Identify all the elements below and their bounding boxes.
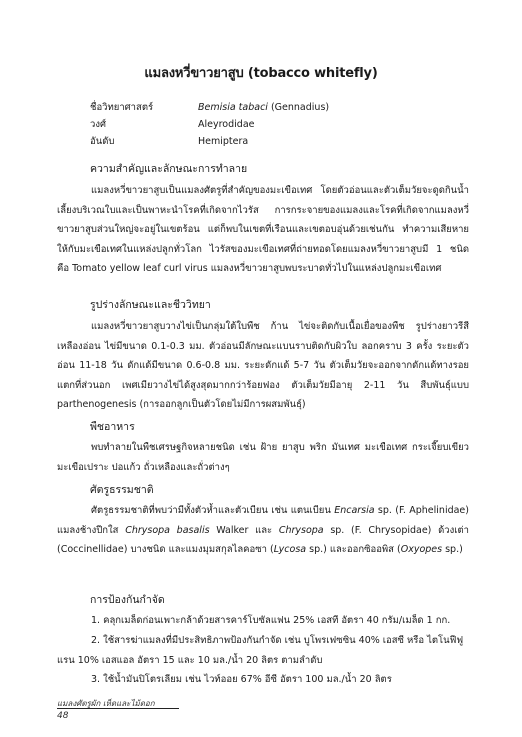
info-row-scientific-name	[90, 99, 329, 116]
enemies-part: sp. (F. Aphelinidae) แมลงช้างปีกใส	[57, 505, 469, 536]
control-item: 2. ใช้สารฆ่าแมลงที่มีประสิทธิภาพป้องกันกำจัด เช่น บูโพรเฟซซิน 40% เอสซี หรือ ไตโนฟีฟูแรน 10% เอสแอล อัตรา 15 และ 10 มล./น้ำ 20 ลิตร ตามลำดับ	[57, 634, 464, 666]
section-text-biology	[57, 317, 469, 415]
section-text-host	[57, 438, 469, 477]
enemies-part-italic: Encarsia	[334, 505, 375, 516]
control-item: 3. ใช้น้ำมันปิโตรเลียม เช่น ไวท์ออย 67% อีซี อัตรา 100 มล./น้ำ 20 ลิตร	[91, 674, 392, 686]
enemies-part: sp.) และออกซิออพิส (	[306, 544, 401, 556]
info-label: อันดับ	[90, 136, 115, 147]
enemies-part-italic: Chrysopa	[278, 524, 324, 536]
paragraph-text: พบทำลายในพืชเศรษฐกิจหลายชนิด เช่น ฝ้าย ยาสูบ พริก มันเทศ มะเขือเทศ กระเจี๊ยบเขียว มะเขือเปราะ ปอแก้ว ถั่วเหลืองและถั่วต่างๆ	[57, 442, 469, 473]
page-number: 48	[57, 711, 69, 721]
enemies-part-italic: Oxyopes	[400, 544, 443, 556]
section-heading-host: พืชอาหาร	[90, 421, 135, 433]
footer-divider	[57, 708, 179, 709]
taxonomy-info	[90, 99, 329, 150]
info-row-order	[90, 133, 329, 150]
paragraph-text: แมลงหวี่ขาวยาสูบวางไข่เป็นกลุ่มใต้ใบพืช ก้าน ไข่จะติดกับเนื้อเยื่อของพืช รูปร่างยาวรีสีเหลืองอ่อน ไข่มีขนาด 0.1-0.3 มม. ตัวอ่อนมีลักษณะแบนราบติดกับผิวใบ ลอกคราบ 3 ครั้ง ระยะตัวอ่อน 11-18 วัน ดักแด้มีขนาด 0.6-0.8 มม. ระยะดักแด้ 5-7 วัน ตัวเต็มวัยจะออกจากดักแด้ทางรอยแตกที่ส่วนอก เพศเมียวางไข่ได้สูงสุดมากกว่าร้อยฟอง ตัวเต็มวัยมีอายุ 2-11 วัน สืบพันธุ์แบบ parthenogenesis (การออกลูกเป็นตัวโดยไม่มีการผสมพันธุ์)	[57, 321, 469, 411]
scientific-name: Bemisia tabaci	[198, 102, 268, 113]
control-item: 1. คลุกเมล็ดก่อนเพาะกล้าด้วยสารคาร์โบซัลแฟน 25% เอสที อัตรา 40 กรัม/เมล็ด 1 กก.	[91, 615, 451, 626]
section-heading-importance: ความสำคัญและลักษณะการทำลาย	[90, 163, 248, 175]
author-name: (Gennadius)	[267, 102, 330, 113]
section-heading-enemies: ศัตรูธรรมชาติ	[90, 484, 154, 496]
info-value	[198, 99, 329, 116]
running-title: แมลงศัตรูผัก เห็ดและไม้ดอก	[57, 699, 155, 708]
section-heading-biology: รูปร่างลักษณะและชีววิทยา	[90, 299, 211, 311]
enemies-part-italic: Chrysopa basalis	[125, 524, 210, 536]
page-title: แมลงหวี่ขาวยาสูบ (tobacco whitefly)	[144, 66, 378, 81]
section-text-importance	[57, 181, 469, 279]
enemies-part: sp.)	[442, 544, 463, 556]
section-text-enemies	[57, 501, 469, 560]
paragraph-text: แมลงหวี่ขาวยาสูบเป็นแมลงศัตรูที่สำคัญของมะเขือเทศ โดยตัวอ่อนและตัวเต็มวัยจะดูดกินน้ำเลี้ยงบริเวณใบและเป็นพาหะนำโรคที่เกิดจากไวรัส การกระจายของแมลงและโรคที่เกิดจากแมลงหวี่ขาวยาสูบส่วนใหญ่จะอยู่ในเขตร้อน แต่ก็พบในเขตที่เรือนและเขตอบอุ่นด้วยเช่นกัน ทำความเสียหายให้กับมะเขือเทศในแหล่งปลูกทั่วโลก ไวรัสของมะเขือเทศที่ถ่ายทอดโดยแมลงหวี่ขาวยาสูบมี 1 ชนิด คือ Tomato yellow leaf curl virus แมลงหวี่ขาวยาสูบพบระบาดทั่วไปในแหล่งปลูกมะเขือเทศ	[57, 185, 469, 275]
info-row-family	[90, 116, 329, 133]
enemies-part: Walker และ	[209, 524, 279, 536]
enemies-part-italic: Lycosa	[273, 544, 307, 556]
info-label: วงศ์	[90, 119, 107, 130]
control-list	[57, 611, 469, 690]
info-value: Aleyrodidae	[198, 119, 255, 130]
info-value: Hemiptera	[198, 136, 249, 147]
enemies-part: sp. (F. Chrysopidae) ด้วงเต่า (Coccinellidae) บางชนิด และแมงมุมสกุลไลคอซา (	[57, 524, 469, 556]
info-label: ชื่อวิทยาศาสตร์	[90, 102, 154, 113]
section-heading-control: การป้องกันกำจัด	[90, 594, 165, 606]
enemies-part: ศัตรูธรรมชาติที่พบว่ามีทั้งตัวห้ำและตัวเบียน เช่น แตนเบียน	[91, 505, 335, 516]
